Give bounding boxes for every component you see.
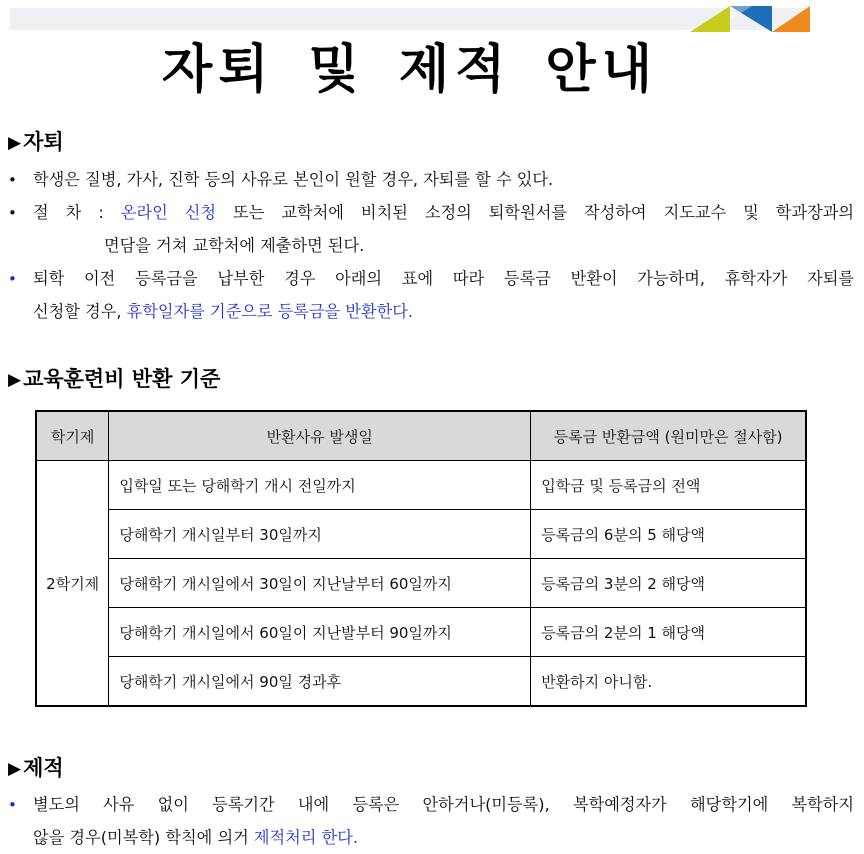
list-item bbox=[8, 196, 854, 230]
reason-cell: 당해학기 개시일에서 90일 경과후 bbox=[109, 657, 531, 707]
section-heading-refund bbox=[8, 365, 220, 394]
reason-cell: 당해학기 개시일에서 30일이 지난날부터 60일까지 bbox=[109, 559, 531, 608]
column-header: 등록금 반환금액 (원미만은 절사함) bbox=[531, 411, 806, 461]
logo-triangles-icon bbox=[690, 6, 810, 32]
reason-cell: 당해학기 개시일부터 30일까지 bbox=[109, 510, 531, 559]
procedure-label: 절 차 : bbox=[33, 203, 121, 222]
section-heading-label: 교육훈련비 반환 기준 bbox=[23, 367, 221, 391]
bullet-dot-icon: • bbox=[8, 171, 17, 189]
amount-cell: 반환하지 아니함. bbox=[531, 657, 806, 707]
list-item bbox=[8, 262, 854, 296]
list-item bbox=[8, 163, 854, 197]
amount-cell: 등록금의 2분의 1 해당액 bbox=[531, 608, 806, 657]
online-apply-link[interactable]: 온라인 신청 bbox=[120, 203, 217, 222]
table-row bbox=[36, 608, 806, 657]
column-header: 반환사유 발생일 bbox=[109, 411, 531, 461]
section-heading-label: 자퇴 bbox=[23, 130, 64, 154]
item-text: 또는 교학처에 비치된 소정의 퇴학원서를 작성하여 지도교수 및 학과장과의 bbox=[216, 203, 854, 222]
table-row bbox=[36, 559, 806, 608]
item-continuation bbox=[33, 295, 413, 328]
amount-cell: 등록금의 6분의 5 해당액 bbox=[531, 510, 806, 559]
list-item bbox=[8, 788, 854, 822]
bullet-dot-icon: • bbox=[8, 796, 17, 814]
right-triangle-icon: ▶ bbox=[8, 759, 22, 779]
semester-cell: 2학기제 bbox=[36, 461, 109, 707]
reason-cell: 당해학기 개시일에서 60일이 지난발부터 90일까지 bbox=[109, 608, 531, 657]
right-triangle-icon: ▶ bbox=[8, 370, 22, 390]
item-text: 않을 경우(미복학) 학칙에 의거 bbox=[33, 828, 254, 847]
item-text: 신청할 경우, bbox=[33, 302, 127, 321]
page-title: 자퇴 및 제적 안내 bbox=[162, 40, 658, 100]
amount-cell: 입학금 및 등록금의 전액 bbox=[531, 461, 806, 510]
column-header: 학기제 bbox=[36, 411, 109, 461]
header-band bbox=[10, 8, 806, 30]
table-row bbox=[36, 510, 806, 559]
amount-cell: 등록금의 3분의 2 해당액 bbox=[531, 559, 806, 608]
bullet-dot-icon: • bbox=[8, 204, 17, 222]
highlight-text: 제적처리 한다. bbox=[253, 828, 358, 847]
refund-table bbox=[35, 410, 807, 707]
item-text: 퇴학 이전 등록금을 납부한 경우 아래의 표에 따라 등록금 반환이 가능하며, 휴학자가 자퇴를 bbox=[33, 269, 854, 288]
highlight-text: 휴학일자를 기준으로 등록금을 반환한다. bbox=[126, 302, 414, 321]
item-text: 학생은 질병, 가사, 진학 등의 사유로 본인이 원할 경우, 자퇴를 할 수 있다. bbox=[33, 170, 554, 189]
item-continuation bbox=[33, 821, 358, 854]
item-continuation: 면담을 거쳐 교학처에 제출하면 된다. bbox=[104, 236, 365, 255]
bullet-dot-icon: • bbox=[8, 270, 17, 288]
table-row bbox=[36, 657, 806, 707]
table-header-row bbox=[36, 411, 806, 461]
right-triangle-icon: ▶ bbox=[8, 133, 22, 153]
table-row bbox=[36, 461, 806, 510]
item-text: 별도의 사유 없이 등록기간 내에 등록은 안하거나(미등록), 복학예정자가 해당학기에 복학하지 bbox=[33, 795, 854, 814]
section-heading-expulsion bbox=[8, 754, 64, 783]
reason-cell: 입학일 또는 당해학기 개시 전일까지 bbox=[109, 461, 531, 510]
section-heading-label: 제적 bbox=[23, 756, 64, 780]
section-heading-withdrawal bbox=[8, 128, 64, 157]
